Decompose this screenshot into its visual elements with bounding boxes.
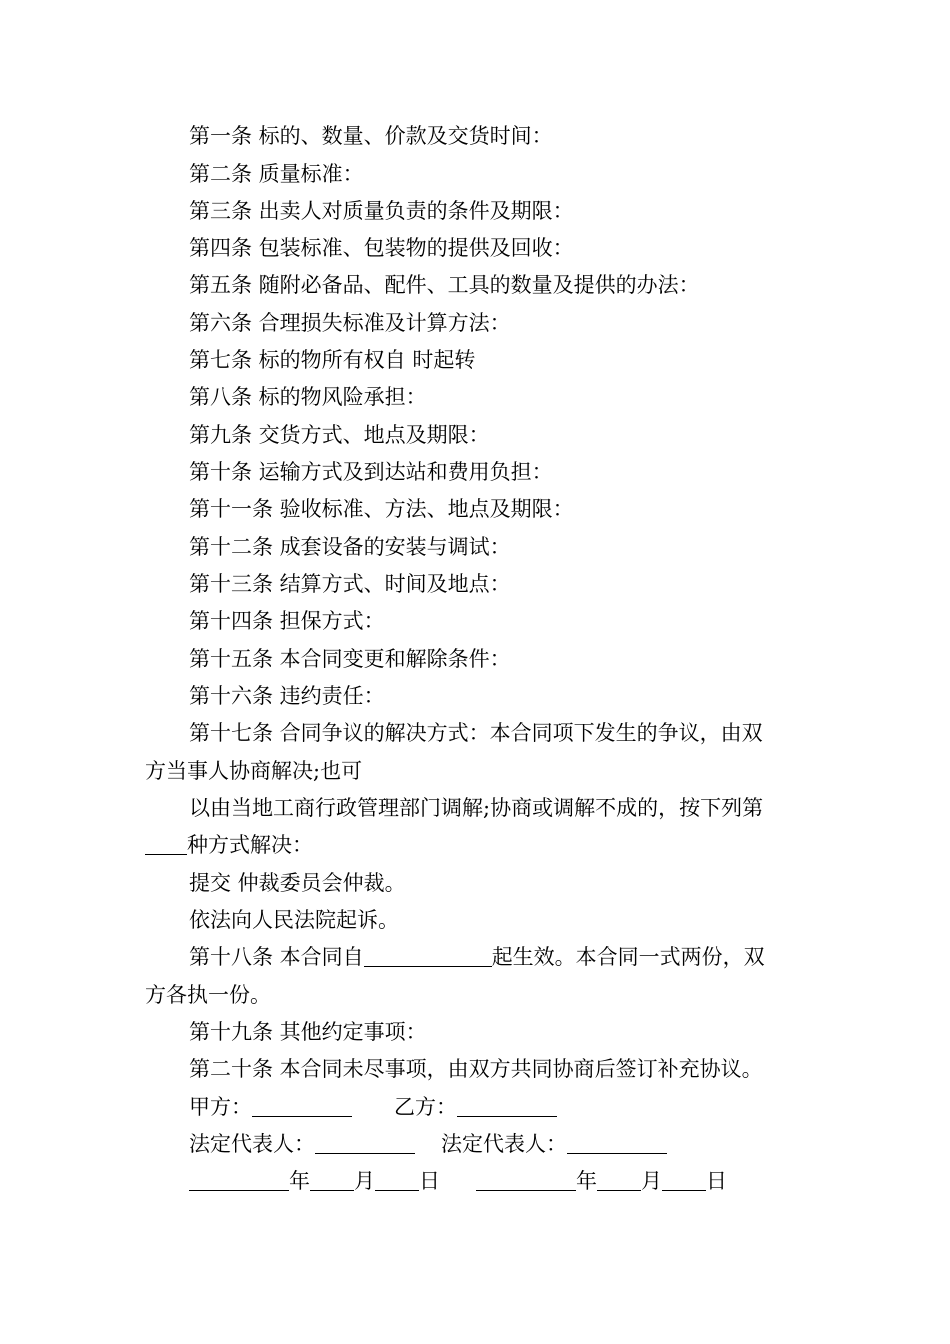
party-b-label: 乙方：	[394, 1095, 457, 1119]
article-15: 第十五条 本合同变更和解除条件：	[189, 647, 511, 671]
article-9: 第九条 交货方式、地点及期限：	[189, 423, 490, 447]
article-18-part-1: 第十八条 本合同自	[189, 945, 364, 969]
rep-b-blank[interactable]	[567, 1133, 667, 1154]
article-5: 第五条 随附必备品、配件、工具的数量及提供的办法：	[189, 273, 700, 297]
date-signature-line	[0, 1167, 950, 1195]
article-17-option-2: 依法向人民法院起诉。	[189, 908, 399, 932]
article-11: 第十一条 验收标准、方法、地点及期限：	[189, 497, 574, 521]
rep-b-label: 法定代表人：	[441, 1132, 567, 1156]
date-b-month-blank[interactable]	[597, 1170, 641, 1191]
article-18-part-2: 起生效。本合同一式两份，双	[491, 945, 765, 969]
rep-a-blank[interactable]	[315, 1133, 415, 1154]
article-17-option-1: 提交 仲裁委员会仲裁。	[189, 871, 406, 895]
party-b-blank[interactable]	[457, 1096, 557, 1117]
article-2: 第二条 质量标准：	[189, 162, 364, 186]
date-b-year-blank[interactable]	[476, 1170, 576, 1191]
date-a-month-label: 月	[354, 1169, 375, 1193]
party-a-label: 甲方：	[189, 1095, 252, 1119]
article-19: 第十九条 其他约定事项：	[189, 1020, 427, 1044]
date-b-day-label: 日	[706, 1169, 727, 1193]
article-17-line-2: 方当事人协商解决;也可	[145, 759, 363, 783]
date-a-day-label: 日	[419, 1169, 440, 1193]
article-17-line-4	[0, 831, 950, 859]
article-18-line-1	[0, 943, 950, 971]
article-3: 第三条 出卖人对质量负责的条件及期限：	[189, 199, 574, 223]
article-8: 第八条 标的物风险承担：	[189, 385, 427, 409]
party-signature-line	[0, 1093, 950, 1121]
article-4: 第四条 包装标准、包装物的提供及回收：	[189, 236, 574, 260]
date-a-year-label: 年	[289, 1169, 310, 1193]
effective-date-blank[interactable]	[364, 946, 492, 967]
party-a-blank[interactable]	[252, 1096, 352, 1117]
article-10: 第十条 运输方式及到达站和费用负担：	[189, 460, 553, 484]
date-b-day-blank[interactable]	[662, 1170, 706, 1191]
representative-signature-line	[0, 1130, 950, 1158]
article-18-line-2: 方各执一份。	[145, 983, 271, 1007]
date-a-month-blank[interactable]	[310, 1170, 354, 1191]
article-7: 第七条 标的物所有权自 时起转	[189, 348, 476, 372]
article-20: 第二十条 本合同未尽事项，由双方共同协商后签订补充协议。	[189, 1057, 763, 1081]
article-14: 第十四条 担保方式：	[189, 609, 385, 633]
article-1: 第一条 标的、数量、价款及交货时间：	[189, 124, 553, 148]
article-12: 第十二条 成套设备的安装与调试：	[189, 535, 511, 559]
article-17-line-3: 以由当地工商行政管理部门调解;协商或调解不成的，按下列第	[189, 796, 764, 820]
article-16: 第十六条 违约责任：	[189, 684, 385, 708]
dispute-method-blank[interactable]	[145, 834, 187, 855]
date-a-day-blank[interactable]	[375, 1170, 419, 1191]
date-a-year-blank[interactable]	[189, 1170, 289, 1191]
date-b-year-label: 年	[576, 1169, 597, 1193]
article-17-method-text: 种方式解决：	[187, 833, 313, 857]
article-6: 第六条 合理损失标准及计算方法：	[189, 311, 511, 335]
article-17-line-1: 第十七条 合同争议的解决方式：本合同项下发生的争议，由双	[189, 721, 763, 745]
article-13: 第十三条 结算方式、时间及地点：	[189, 572, 511, 596]
date-b-month-label: 月	[641, 1169, 662, 1193]
rep-a-label: 法定代表人：	[189, 1132, 315, 1156]
